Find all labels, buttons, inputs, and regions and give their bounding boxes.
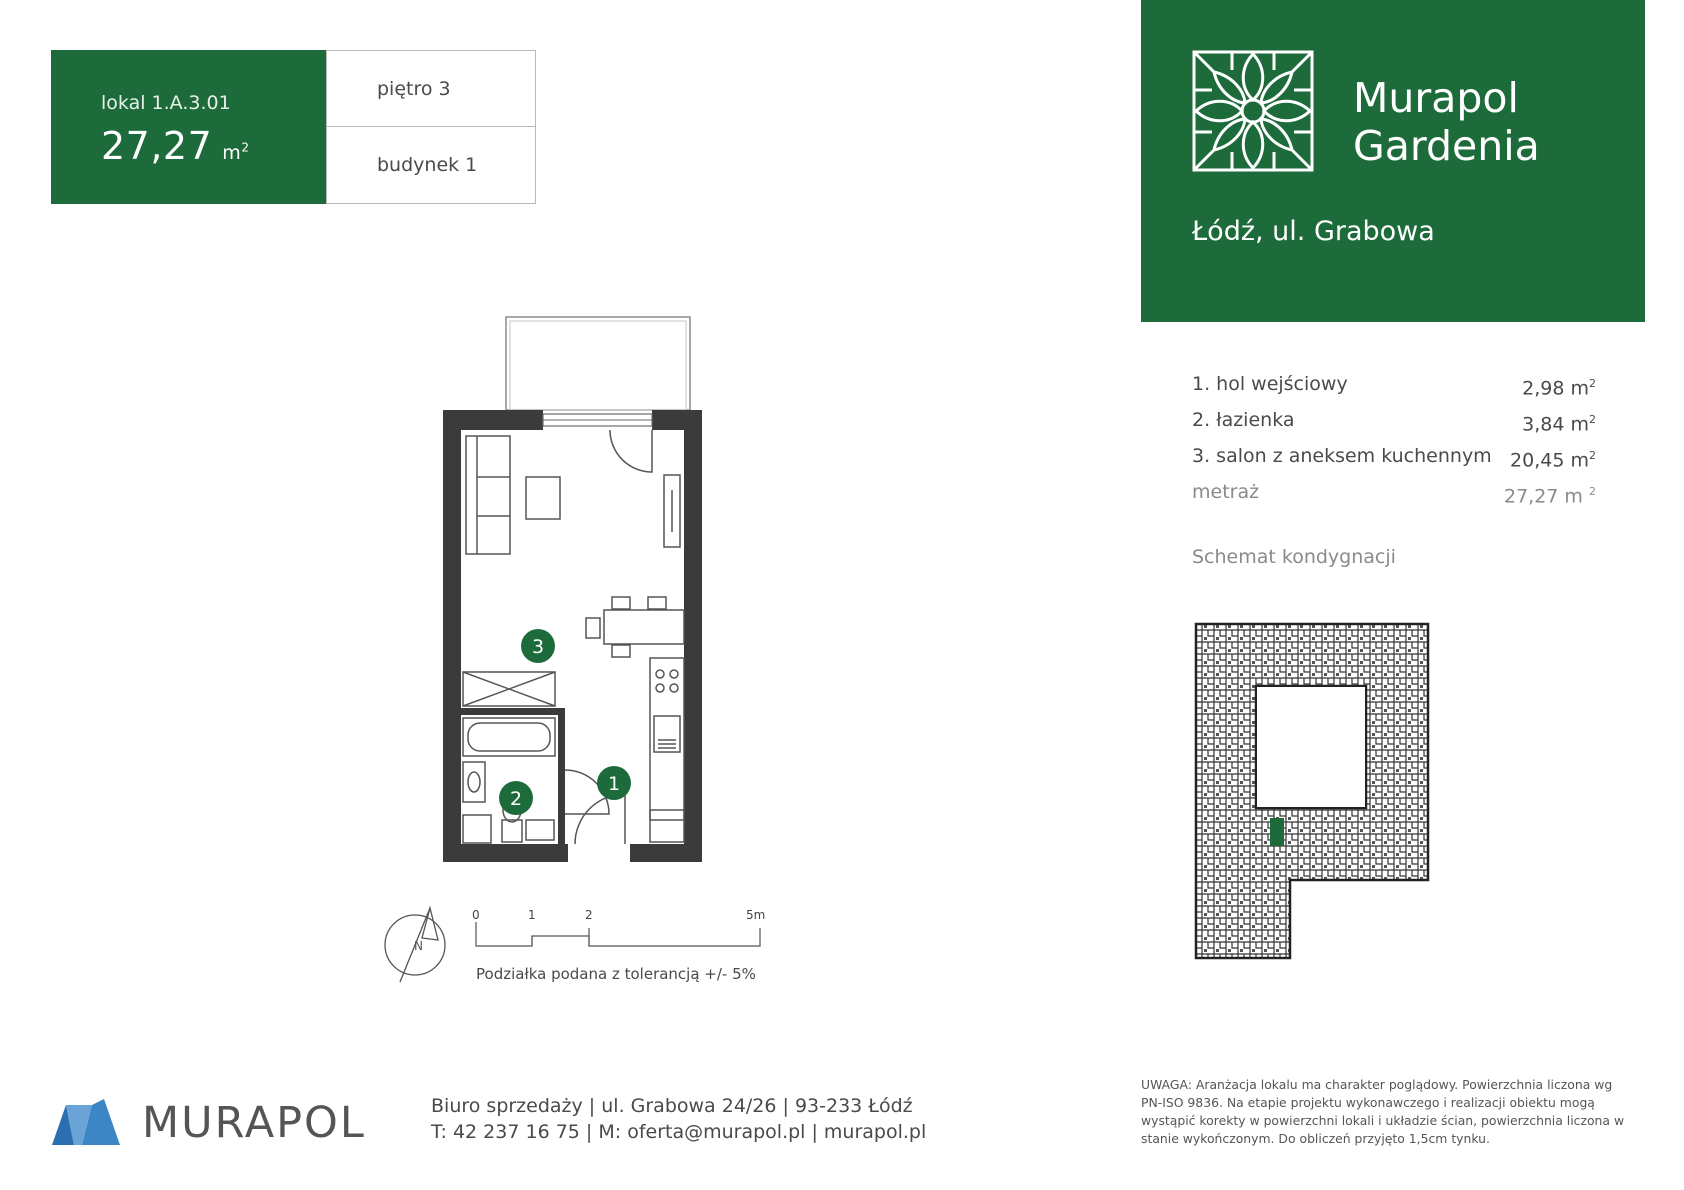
room-label: 2. łazienka bbox=[1192, 409, 1295, 431]
room-area: 2,98 m bbox=[1522, 377, 1589, 400]
room-marker-3-label: 3 bbox=[531, 636, 545, 658]
unit-area bbox=[101, 124, 249, 168]
brand-panel bbox=[1141, 0, 1645, 322]
brand-name bbox=[1353, 74, 1540, 170]
sales-office-address bbox=[431, 1093, 926, 1145]
scale-tick-2: 2 bbox=[585, 908, 593, 922]
brand-name-line1: Murapol bbox=[1353, 74, 1519, 122]
room-area-sup: 2 bbox=[1589, 377, 1596, 390]
total-area-row bbox=[1192, 474, 1596, 510]
total-label: metraż bbox=[1192, 481, 1260, 503]
floor-label: piętro 3 bbox=[327, 51, 535, 127]
room-area: 20,45 m bbox=[1510, 449, 1589, 472]
address-line-1: Biuro sprzedaży | ul. Grabowa 24/26 | 93-233 Łódź bbox=[431, 1095, 913, 1117]
unit-summary-box bbox=[51, 50, 326, 204]
north-label: N bbox=[414, 939, 423, 953]
room-marker-1-label: 1 bbox=[607, 773, 621, 795]
room-area-sup: 2 bbox=[1589, 449, 1596, 462]
room-list bbox=[1192, 366, 1596, 510]
total-area: 27,27 m bbox=[1504, 485, 1583, 508]
unit-area-unit: m bbox=[222, 142, 242, 164]
room-area-sup: 2 bbox=[1589, 413, 1596, 426]
scale-bar bbox=[476, 922, 760, 946]
room-row bbox=[1192, 402, 1596, 438]
room-area: 3,84 m bbox=[1522, 413, 1589, 436]
floor-plan bbox=[400, 310, 740, 870]
unit-location-table bbox=[326, 50, 536, 204]
building-label: budynek 1 bbox=[377, 154, 478, 176]
scale-tick-5m: 5m bbox=[746, 908, 766, 922]
floor-schema-title: Schemat kondygnacji bbox=[1192, 546, 1396, 568]
scale-tick-0: 0 bbox=[472, 908, 480, 922]
room-label: 3. salon z aneksem kuchennym bbox=[1192, 445, 1492, 467]
unit-number: lokal 1.A.3.01 bbox=[101, 92, 231, 114]
gardenia-flower-icon bbox=[1192, 50, 1314, 172]
logo-text: MURAPOL bbox=[142, 1098, 366, 1145]
address-line-2: T: 42 237 16 75 | M: oferta@murapol.pl | murapol.pl bbox=[431, 1121, 927, 1143]
floor-schema-diagram bbox=[1190, 618, 1430, 968]
total-area-sup: 2 bbox=[1589, 485, 1596, 498]
brand-city: Łódź, ul. Grabowa bbox=[1192, 216, 1435, 247]
murapol-logo bbox=[52, 1095, 382, 1145]
unit-area-value: 27,27 bbox=[101, 124, 213, 168]
unit-area-sup: 2 bbox=[241, 140, 250, 155]
room-row bbox=[1192, 438, 1596, 474]
brand-name-line2: Gardenia bbox=[1353, 122, 1540, 170]
disclaimer-note: UWAGA: Aranżacja lokalu ma charakter poglądowy. Powierzchnia liczona wg PN-ISO 9836. Na etapie projektu wykonawczego i realizacji obiektu mogą wystąpić korekty w powierzchni lokali i układzie ścian, powierzchnia liczona w stanie wykończonym. Do obliczeń przyjęto 1,5cm tynku. bbox=[1141, 1077, 1625, 1146]
current-unit-highlight bbox=[1270, 818, 1284, 846]
room-row bbox=[1192, 366, 1596, 402]
compass-icon bbox=[385, 908, 445, 982]
scale-tick-1: 1 bbox=[528, 908, 536, 922]
scale-tolerance-note: Podziałka podana z tolerancją +/- 5% bbox=[476, 965, 756, 983]
room-label: 1. hol wejściowy bbox=[1192, 373, 1348, 395]
room-marker-2-label: 2 bbox=[509, 788, 523, 810]
